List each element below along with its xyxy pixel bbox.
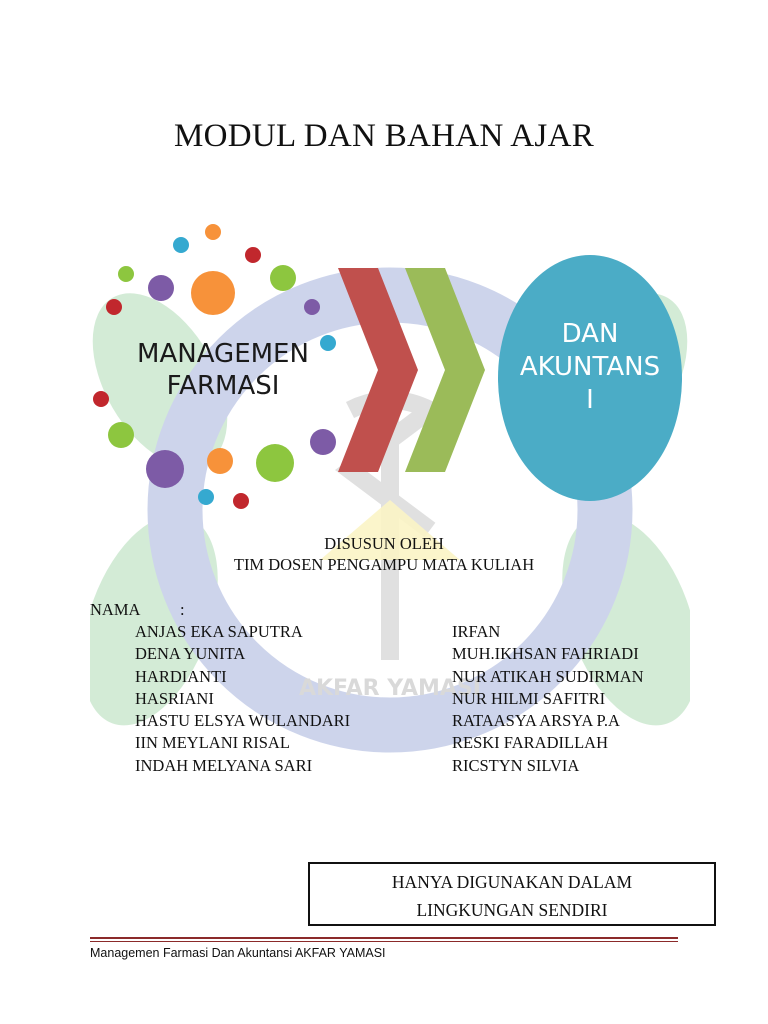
logo-left-text [128,338,318,402]
chevron-red [338,268,418,472]
circle-line2: AKUNTANS [519,352,661,382]
page-title: MODUL DAN BAHAN AJAR [173,118,595,154]
list-item: RATAASYA ARSYA P.A [452,711,620,731]
list-item: MUH.IKHSAN FAHRIADI [452,644,639,664]
logo-circle-text [500,318,680,417]
names-label-text: NAMA [90,600,141,619]
notice-box [308,862,716,926]
footer-rule-thin [90,941,678,942]
list-item: INDAH MELYANA SARI [135,755,313,775]
footer-rule [90,937,678,939]
circle-line1: DAN [561,319,619,349]
watermark-text: AKFAR YAMASI [298,676,482,701]
list-item: NUR ATIKAH SUDIRMAN [452,666,644,686]
list-item: IIN MEYLANI RISAL [135,733,290,753]
list-item: HASRIANI [135,688,214,708]
authored-line1: DISUSUN OLEH [324,534,444,553]
logo-left-line1: MANAGEMEN [137,339,309,369]
list-item: RESKI FARADILLAH [452,733,608,753]
names-label-colon: : [180,600,185,619]
list-item: IRFAN [452,622,501,641]
list-item: NUR HILMI SAFITRI [452,688,606,708]
logo-left-line2: FARMASI [166,371,280,401]
notice-line2: LINGKUNGAN SENDIRI [416,900,608,920]
list-item: HASTU ELSYA WULANDARI [135,711,351,731]
authored-line2: TIM DOSEN PENGAMPU MATA KULIAH [233,555,535,574]
list-item: ANJAS EKA SAPUTRA [135,622,303,641]
list-item: DENA YUNITA [135,644,246,664]
list-item: HARDIANTI [135,666,227,686]
list-item: RICSTYN SILVIA [452,755,580,775]
notice-line1: HANYA DIGUNAKAN DALAM [391,872,633,892]
names-right-column [452,621,644,777]
footer-text: Managemen Farmasi Dan Akuntansi AKFAR YAMASI [90,946,386,960]
names-label [90,600,185,620]
names-left-column [135,621,350,777]
circle-line3: I [586,385,594,415]
authored-by [0,533,768,575]
